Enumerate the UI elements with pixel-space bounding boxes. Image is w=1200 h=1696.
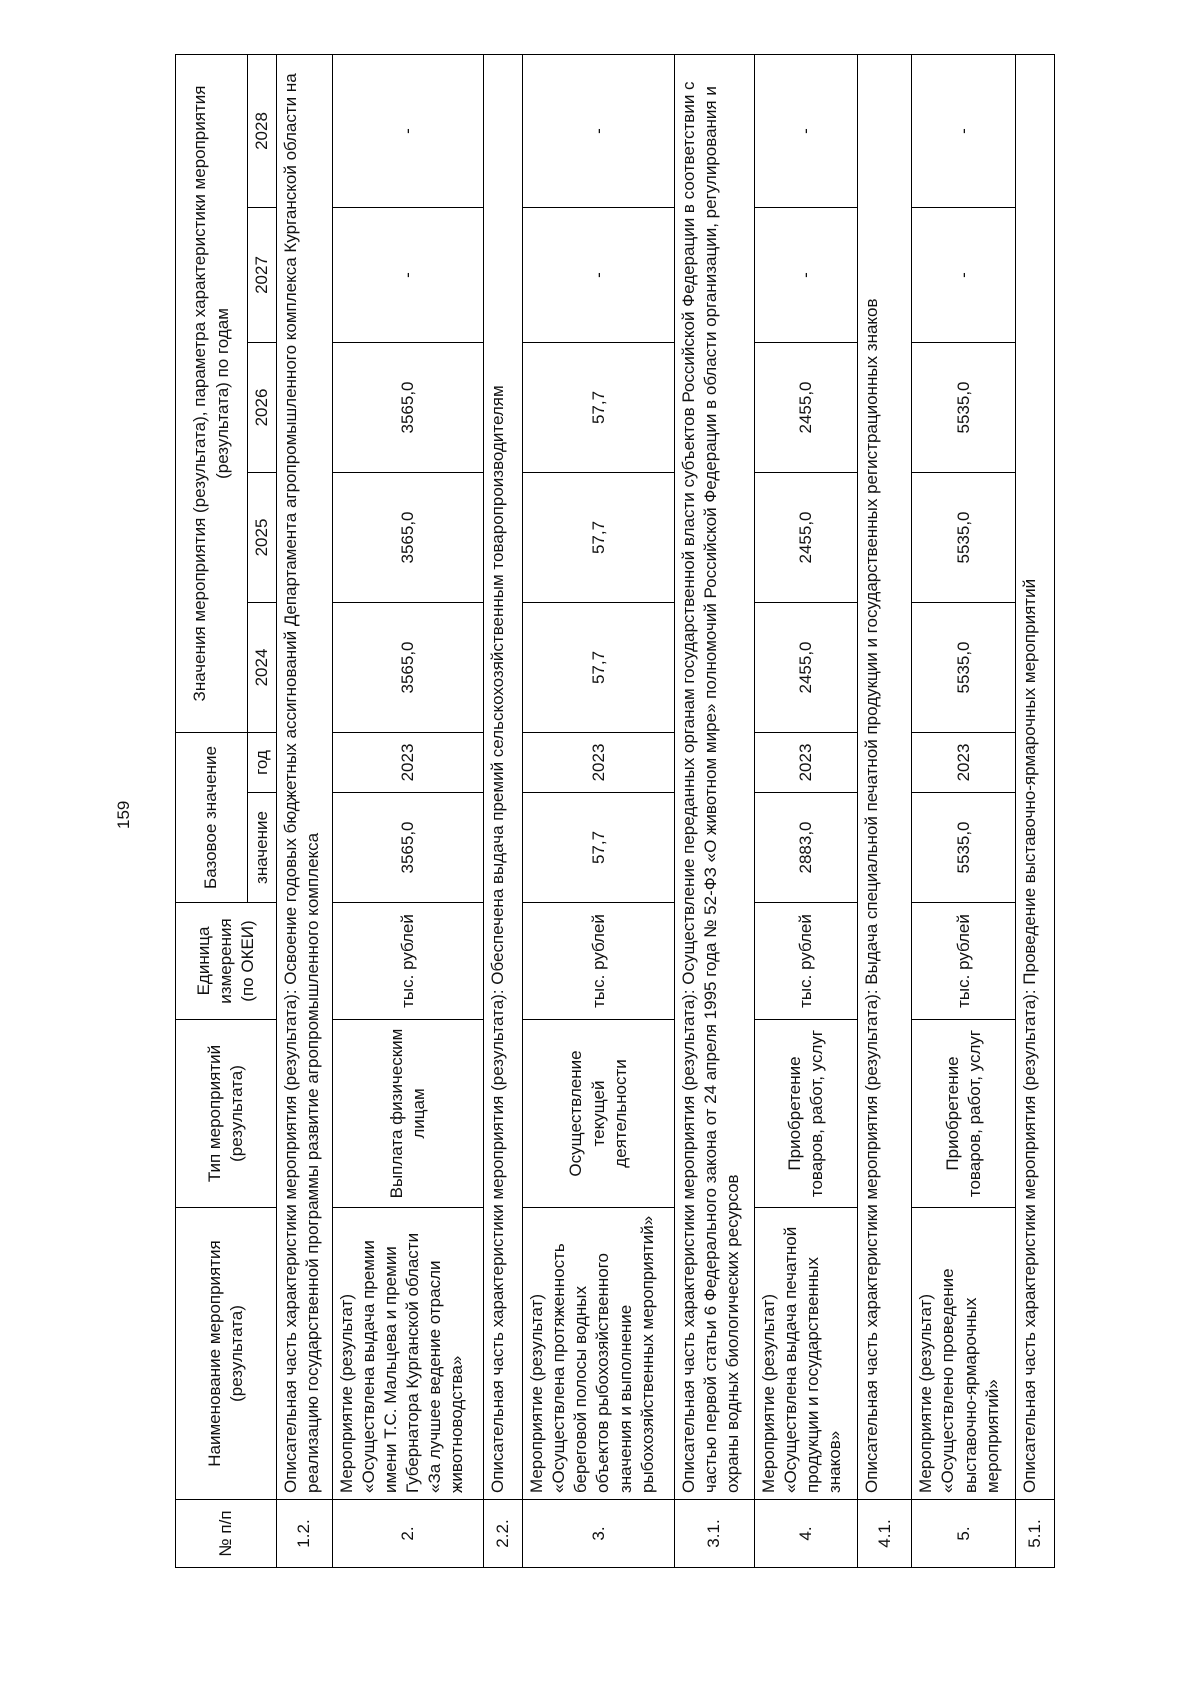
table-row: [332, 54, 483, 1567]
header-year: 2025: [248, 473, 277, 603]
row-value: 5535,0: [912, 473, 1016, 603]
header-year: 2024: [248, 603, 277, 733]
row-value: 3565,0: [332, 343, 483, 473]
row-value: -: [332, 54, 483, 207]
header-num: № п/п: [176, 1500, 277, 1568]
row-description: Описательная часть характеристики мероприятия (результата): Выдача специальной печатной продукции и государственных регистрационных знаков: [858, 54, 912, 1499]
header-base-year: год: [248, 733, 277, 793]
row-num: 2.2.: [484, 1500, 523, 1568]
row-value: -: [754, 208, 858, 343]
page-number: 159: [114, 800, 133, 829]
row-num: 5.1.: [1015, 1500, 1054, 1568]
row-name: Мероприятие (результат) «Осуществлена протяженность береговой полосы водных объектов рыбохозяйственного значения и выполнение рыбохозяйственных мероприятий»: [523, 1208, 675, 1500]
events-table: [175, 54, 1055, 1568]
table-row: [858, 54, 912, 1567]
row-unit: тыс. рублей: [332, 903, 483, 1020]
row-base-year: 2023: [754, 733, 858, 793]
table-row: [1015, 54, 1054, 1567]
row-value: -: [754, 54, 858, 207]
table-row: [277, 54, 333, 1567]
row-description: Описательная часть характеристики мероприятия (результата): Освоение годовых бюджетных ассигнований Департамента агропромышленного комплекса Курганской области на реализацию государственной программы развитие агропромышленного комплекса: [277, 54, 333, 1499]
header-year: 2028: [248, 54, 277, 207]
row-description: Описательная часть характеристики мероприятия (результата): Обеспечена выдача премий сельскохозяйственным товаропроизводителям: [484, 54, 523, 1499]
row-num: 2.: [332, 1500, 483, 1568]
row-base-year: 2023: [523, 733, 675, 793]
row-value: 5535,0: [912, 603, 1016, 733]
row-value: 5535,0: [912, 343, 1016, 473]
row-base-year: 2023: [912, 733, 1016, 793]
header-unit: Единица измерения (по ОКЕИ): [176, 903, 277, 1020]
row-base-value: 3565,0: [332, 793, 483, 903]
header-name: Наименование мероприятия (результата): [176, 1208, 277, 1500]
table-row: [675, 54, 755, 1567]
row-type: Осуществление текущей деятельности: [523, 1020, 675, 1208]
row-value: 57,7: [523, 343, 675, 473]
row-base-value: 2883,0: [754, 793, 858, 903]
header-year: 2026: [248, 343, 277, 473]
row-num: 3.: [523, 1500, 675, 1568]
row-unit: тыс. рублей: [523, 903, 675, 1020]
row-type: Выплата физическим лицам: [332, 1020, 483, 1208]
table-row: [523, 54, 675, 1567]
table-row: [754, 54, 858, 1567]
row-base-year: 2023: [332, 733, 483, 793]
row-value: 2455,0: [754, 473, 858, 603]
row-unit: тыс. рублей: [912, 903, 1016, 1020]
row-num: 3.1.: [675, 1500, 755, 1568]
row-name: Мероприятие (результат) «Осуществлена выдача премии имени Т.С. Мальцева и премии Губернатора Курганской области «За лучшее ведение отрасли животноводства»: [332, 1208, 483, 1500]
header-year: 2027: [248, 208, 277, 343]
row-description: Описательная часть характеристики мероприятия (результата): Осуществление переданных органам государственной власти субъектов Российской Федерации в соответствии с частью первой статьи 6 Федерального закона от 24 апреля 1995 года № 52-ФЗ «О животном мире» полномочий Российской Федерации в области организации, регулирования и охраны водных биологических ресурсов: [675, 54, 755, 1499]
header-type: Тип мероприятий (результата): [176, 1020, 277, 1208]
row-value: -: [912, 54, 1016, 207]
table-container: [175, 55, 1055, 1568]
header-base: Базовое значение: [176, 733, 248, 903]
row-num: 1.2.: [277, 1500, 333, 1568]
row-type: Приобретение товаров, работ, услуг: [754, 1020, 858, 1208]
row-num: 4.: [754, 1500, 858, 1568]
row-value: -: [912, 208, 1016, 343]
row-base-value: 5535,0: [912, 793, 1016, 903]
row-name: Мероприятие (результат) «Осуществлено проведение выставочно-ярмарочных мероприятий»: [912, 1208, 1016, 1500]
table-row: [484, 54, 523, 1567]
row-name: Мероприятие (результат) «Осуществлена выдача печатной продукции и государственных знаков»: [754, 1208, 858, 1500]
row-value: -: [523, 54, 675, 207]
table-row: [912, 54, 1016, 1567]
header-base-value: значение: [248, 793, 277, 903]
row-num: 4.1.: [858, 1500, 912, 1568]
row-value: -: [523, 208, 675, 343]
row-base-value: 57,7: [523, 793, 675, 903]
row-num: 5.: [912, 1500, 1016, 1568]
row-value: 2455,0: [754, 603, 858, 733]
row-value: 2455,0: [754, 343, 858, 473]
row-value: 57,7: [523, 603, 675, 733]
row-unit: тыс. рублей: [754, 903, 858, 1020]
row-type: Приобретение товаров, работ, услуг: [912, 1020, 1016, 1208]
row-description: Описательная часть характеристики мероприятия (результата): Проведение выставочно-ярмарочных мероприятий: [1015, 54, 1054, 1499]
row-value: 3565,0: [332, 473, 483, 603]
row-value: -: [332, 208, 483, 343]
header-values: Значения мероприятия (результата), параметра характеристики мероприятия (результата) по годам: [176, 54, 248, 732]
row-value: 3565,0: [332, 603, 483, 733]
row-value: 57,7: [523, 473, 675, 603]
